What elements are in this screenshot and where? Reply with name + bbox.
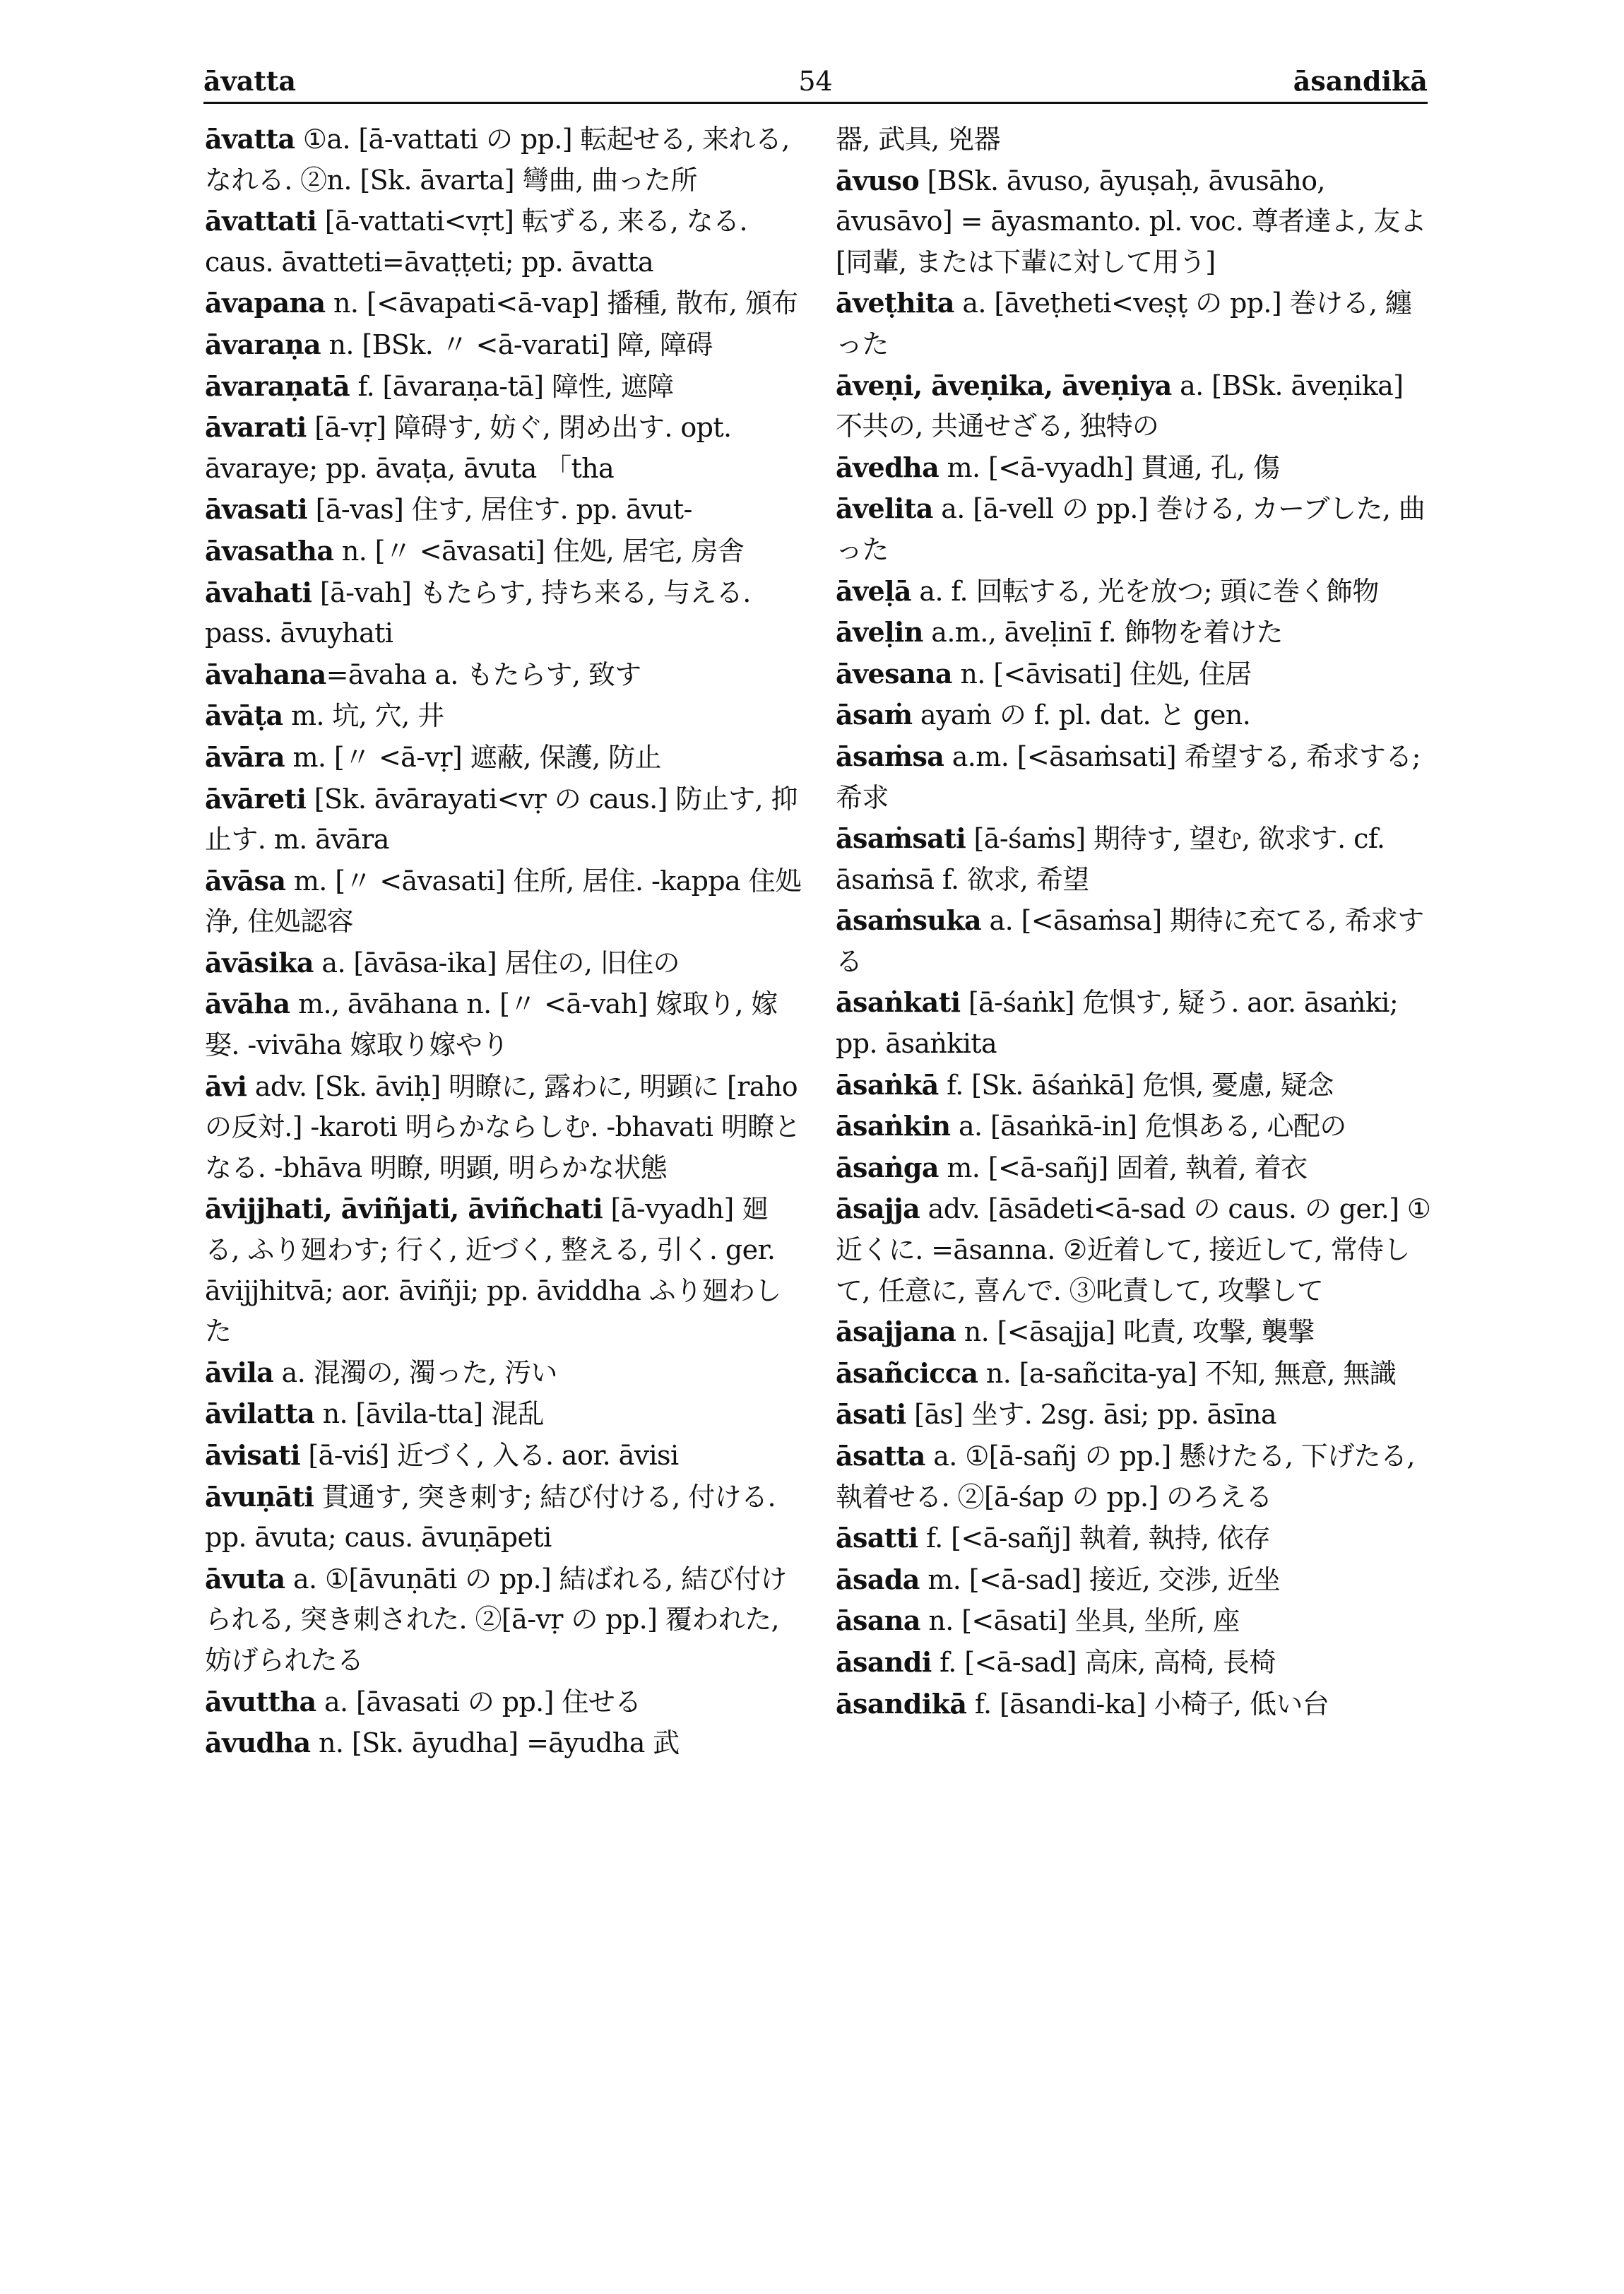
dictionary-entry bbox=[205, 1477, 802, 1559]
definition: [ā-vyadh] 廻る, ふり廻わす; 行く, 近づく, 整える, 引く. ger. āvijjhitvā; aor. āviñji; pp. āviddha ふり廻わした bbox=[205, 1193, 781, 1347]
headword: āsaṅkin bbox=[836, 1110, 951, 1142]
headword: āvāra bbox=[205, 740, 285, 773]
headword: āvaraṇa bbox=[205, 328, 321, 360]
headword: āveṇi, āveṇika, āveṇiya bbox=[836, 369, 1172, 401]
definition: a. [āvāsa-ika] 居住の, 旧住の bbox=[313, 947, 680, 979]
dictionary-entry bbox=[836, 1147, 1433, 1189]
headword: āvahana bbox=[205, 658, 326, 690]
headword: āsaṅkati bbox=[836, 986, 961, 1019]
definition: ayaṁ の f. pl. dat. と gen. bbox=[912, 699, 1251, 731]
definition: [ā-vṛ] 障碍す, 妨ぐ, 閉め出す. opt. āvaraye; pp. āvaṭa, āvuta 「tha bbox=[205, 412, 732, 484]
headword: āsaṅga bbox=[836, 1151, 939, 1183]
definition: [ā-śaṅk] 危惧す, 疑う. aor. āsaṅki; pp. āsaṅkita bbox=[836, 987, 1399, 1060]
dictionary-entry bbox=[205, 572, 802, 654]
headword: āvisati bbox=[205, 1439, 300, 1471]
dictionary-entry bbox=[205, 283, 802, 324]
dictionary-entry bbox=[836, 900, 1433, 982]
definition: [ā-vattati<vṛt] 転ずる, 来る, なる. caus. āvatteti=āvaṭṭeti; pp. āvatta bbox=[205, 206, 748, 278]
headword: āsañcicca bbox=[836, 1356, 978, 1389]
definition: f. [<ā-sañj] 執着, 執持, 依存 bbox=[918, 1523, 1270, 1554]
headword: āvuṇāti bbox=[205, 1480, 314, 1513]
headword: āsana bbox=[836, 1604, 920, 1637]
dictionary-entry bbox=[205, 1352, 802, 1394]
running-head-first-word: āvatta bbox=[203, 65, 297, 97]
definition: n. [āvila-tta] 混乱 bbox=[314, 1398, 544, 1430]
definition: a. [āsaṅkā-in] 危惧ある, 心配の bbox=[950, 1111, 1346, 1142]
definition: m. [〃 <āvasati] 住所, 居住. -kappa 住処浄, 住処認容 bbox=[205, 865, 802, 938]
dictionary-entry bbox=[836, 654, 1433, 695]
definition: adv. [Sk. āviḥ] 明瞭に, 露わに, 明顕に [raho の反対.] -karoti 明らかならしむ. -bhavati 明瞭となる. -bhāva 明瞭, 明顕, 明らかな状態 bbox=[205, 1070, 801, 1183]
definition: a.m., āveḷinī f. 飾物を着けた bbox=[923, 617, 1283, 649]
headword: āsada bbox=[836, 1563, 920, 1595]
definition: a. [āvasati の pp.] 住せる bbox=[316, 1686, 641, 1717]
headword: āvudha bbox=[205, 1727, 311, 1759]
headword: āvapana bbox=[205, 287, 326, 319]
dictionary-entry bbox=[836, 488, 1433, 570]
dictionary-entry bbox=[836, 1065, 1433, 1106]
dictionary-entry bbox=[205, 1559, 802, 1681]
definition: [ā-viś] 近づく, 入る. aor. āvisi bbox=[300, 1440, 679, 1471]
dictionary-entry bbox=[205, 1188, 802, 1352]
dictionary-entry bbox=[205, 489, 802, 531]
headword: āsandikā bbox=[836, 1687, 967, 1720]
definition: =āvaha a. もたらす, 致す bbox=[326, 658, 641, 690]
running-head bbox=[203, 64, 1428, 99]
definition: m. [<ā-vyadh] 貫通, 孔, 傷 bbox=[939, 451, 1280, 483]
dictionary-entry bbox=[205, 942, 802, 984]
dictionary-entry bbox=[836, 1518, 1433, 1559]
dictionary-entry bbox=[836, 1436, 1433, 1518]
dictionary-entry bbox=[205, 531, 802, 572]
definition: a. [āveṭheti<veṣṭ の pp.] 巻ける, 纏った bbox=[836, 288, 1412, 360]
dictionary-entry bbox=[205, 366, 802, 408]
headword: āsaṁsa bbox=[836, 740, 944, 772]
running-head-last-word: āsandikā bbox=[1293, 65, 1428, 97]
headword: āsati bbox=[836, 1398, 906, 1431]
headword: āveṭhita bbox=[836, 287, 954, 319]
dictionary-entry bbox=[836, 1311, 1433, 1353]
headword: āvuta bbox=[205, 1562, 285, 1595]
left-column bbox=[205, 119, 802, 1764]
definition: n. [〃 <āvasati] 住処, 居宅, 房舎 bbox=[333, 535, 745, 567]
definition: m. [<ā-sañj] 固着, 執着, 着衣 bbox=[938, 1152, 1308, 1183]
dictionary-entry bbox=[836, 1188, 1433, 1311]
dictionary-entry bbox=[205, 201, 802, 283]
dictionary-entry bbox=[836, 818, 1433, 900]
headword: āvuso bbox=[836, 164, 920, 196]
dictionary-entry bbox=[836, 365, 1433, 447]
dictionary-entry bbox=[836, 982, 1433, 1064]
page-number: 54 bbox=[798, 66, 833, 97]
headword: āvilatta bbox=[205, 1397, 315, 1430]
dictionary-entry bbox=[836, 283, 1433, 365]
definition: m. 坑, 穴, 井 bbox=[283, 700, 444, 732]
headword: āveḷā bbox=[836, 574, 911, 607]
dictionary-entry bbox=[205, 1066, 802, 1189]
headword: āvijjhati, āviñjati, āviñchati bbox=[205, 1193, 603, 1225]
definition: adv. [āsādeti<ā-sad の caus. の ger.] ①近くに. =āsanna. ②近着して, 接近して, 常侍して, 任意に, 喜んで. ③叱責して, 攻撃して bbox=[836, 1193, 1431, 1306]
definition: n. [<āvapati<ā-vap] 播種, 散布, 頒布 bbox=[325, 288, 798, 319]
dictionary-entry bbox=[836, 1353, 1433, 1395]
dictionary-entry bbox=[205, 324, 802, 366]
headword: āveḷin bbox=[836, 616, 923, 649]
headword: āvattati bbox=[205, 205, 317, 237]
header-rule bbox=[203, 102, 1428, 104]
headword: āvila bbox=[205, 1356, 274, 1388]
definition: a. 混濁の, 濁った, 汚い bbox=[273, 1356, 557, 1388]
headword: āvahati bbox=[205, 576, 312, 608]
headword: āvāsika bbox=[205, 946, 314, 979]
definition: [BSk. āvuso, āyuṣaḥ, āvusāho, āvusāvo] = āyasmanto. pl. voc. 尊者達よ, 友よ [同輩, または下輩に対して用う] bbox=[836, 165, 1427, 278]
dictionary-entry bbox=[205, 1393, 802, 1435]
definition: [ā-śaṁs] 期待す, 望む, 欲求す. cf. āsaṁsā f. 欲求, 希望 bbox=[836, 823, 1385, 895]
definition: f. [āvaraṇa-tā] 障性, 遮障 bbox=[350, 370, 674, 402]
headword: āsaṅkā bbox=[836, 1068, 939, 1101]
headword: āsaṁsuka bbox=[836, 904, 982, 937]
dictionary-entry bbox=[836, 119, 1433, 160]
headword: āvesana bbox=[836, 657, 952, 690]
definition: m. [〃 <ā-vṛ] 遮蔽, 保護, 防止 bbox=[284, 741, 661, 773]
headword: āvāṭa bbox=[205, 699, 283, 732]
definition: a.m. [<āsaṁsati] 希望する, 希求する; 希求 bbox=[836, 740, 1421, 813]
headword: āvuttha bbox=[205, 1685, 316, 1717]
headword: āvaraṇatā bbox=[205, 369, 350, 402]
definition: a. f. 回転する, 光を放つ; 頭に巻く飾物 bbox=[911, 575, 1379, 607]
headword: āsatti bbox=[836, 1522, 918, 1554]
definition: a. [BSk. āveṇika] 不共の, 共通せざる, 独特の bbox=[836, 369, 1404, 442]
dictionary-entry bbox=[836, 1600, 1433, 1642]
headword: āvāha bbox=[205, 988, 290, 1020]
right-column bbox=[836, 119, 1433, 1725]
dictionary-entry bbox=[205, 1435, 802, 1477]
dictionary-entry bbox=[205, 779, 802, 861]
dictionary-entry bbox=[836, 1684, 1433, 1725]
definition: n. [Sk. āyudha] =āyudha 武 bbox=[310, 1727, 680, 1759]
dictionary-entry bbox=[205, 861, 802, 942]
dictionary-entry bbox=[205, 737, 802, 779]
definition: a. [<āsaṁsa] 期待に充てる, 希求する bbox=[836, 905, 1424, 977]
dictionary-entry bbox=[836, 1106, 1433, 1147]
headword: āvasatha bbox=[205, 534, 334, 567]
definition: [ā-vas] 住す, 居住す. pp. āvut- bbox=[307, 494, 692, 526]
dictionary-entry bbox=[836, 736, 1433, 818]
definition: a. [ā-vell の pp.] 巻ける, カーブした, 曲った bbox=[836, 493, 1426, 565]
dictionary-entry bbox=[836, 447, 1433, 489]
dictionary-entry bbox=[836, 571, 1433, 613]
definition: f. [<ā-sad] 高床, 高椅, 長椅 bbox=[931, 1646, 1276, 1678]
headword: āsajjana bbox=[836, 1315, 956, 1348]
definition: [ās] 坐す. 2sg. āsi; pp. āsīna bbox=[906, 1399, 1276, 1431]
dictionary-entry bbox=[836, 1394, 1433, 1436]
headword: āsaṁ bbox=[836, 699, 913, 731]
definition: f. [āsandi-ka] 小椅子, 低い台 bbox=[966, 1688, 1329, 1720]
headword: āvasati bbox=[205, 493, 308, 526]
headword: āvatta bbox=[205, 123, 295, 155]
definition: n. [a-sañcita-ya] 不知, 無意, 無識 bbox=[978, 1357, 1397, 1389]
definition: n. [<āsajja] 叱責, 攻撃, 襲撃 bbox=[956, 1316, 1315, 1348]
dictionary-entry bbox=[205, 119, 802, 201]
headword: āvāsa bbox=[205, 864, 286, 897]
dictionary-entry bbox=[205, 983, 802, 1065]
headword: āvāreti bbox=[205, 782, 307, 815]
dictionary-entry bbox=[836, 612, 1433, 654]
dictionary-entry bbox=[205, 1722, 802, 1764]
dictionary-entry bbox=[205, 695, 802, 737]
definition: a. ①[āvuṇāti の pp.] 結ばれる, 結び付けられる, 突き刺された. ②[ā-vṛ の pp.] 覆われた, 妨げられたる bbox=[205, 1563, 787, 1676]
headword: āvedha bbox=[836, 451, 940, 483]
definition: n. [BSk. 〃 <ā-varati] 障, 障碍 bbox=[321, 329, 713, 360]
headword: āsaṁsati bbox=[836, 822, 966, 855]
definition: n. [<āvisati] 住処, 住居 bbox=[952, 658, 1252, 690]
headword: āsandi bbox=[836, 1645, 932, 1678]
definition: m. [<ā-sad] 接近, 交渉, 近坐 bbox=[919, 1563, 1281, 1595]
dictionary-entry bbox=[205, 654, 802, 696]
definition: a. ①[ā-sañj の pp.] 懸けたる, 下げたる, 執着せる. ②[ā-śap の pp.] のろえる bbox=[836, 1441, 1415, 1513]
definition: m., āvāhana n. [〃 <ā-vah] 嫁取り, 嫁娶. -vivāha 嫁取り嫁やり bbox=[205, 988, 778, 1061]
dictionary-entry bbox=[836, 1642, 1433, 1684]
definition: 器, 武具, 兇器 bbox=[836, 124, 1000, 155]
definition: [ā-vah] もたらす, 持ち来る, 与える. pass. āvuyhati bbox=[205, 577, 751, 649]
definition: ①a. [ā-vattati の pp.] 転起せる, 来れる, なれる. ②n. [Sk. āvarta] 彎曲, 曲った所 bbox=[205, 124, 790, 196]
definition: [Sk. āvārayati<vṛ の caus.] 防止す, 抑止す. m. āvāra bbox=[205, 783, 798, 856]
headword: āvi bbox=[205, 1070, 247, 1102]
dictionary-entry bbox=[205, 1681, 802, 1723]
dictionary-entry bbox=[205, 407, 802, 489]
definition: 貫通す, 突き刺す; 結び付ける, 付ける. pp. āvuta; caus. āvuṇāpeti bbox=[205, 1481, 776, 1554]
definition: f. [Sk. āśaṅkā] 危惧, 憂慮, 疑念 bbox=[938, 1069, 1334, 1101]
dictionary-entry bbox=[836, 694, 1433, 736]
headword: āsatta bbox=[836, 1440, 925, 1472]
headword: āsajja bbox=[836, 1193, 920, 1225]
headword: āvarati bbox=[205, 411, 307, 444]
dictionary-entry bbox=[836, 160, 1433, 283]
headword: āvelita bbox=[836, 492, 933, 525]
definition: n. [<āsati] 坐具, 坐所, 座 bbox=[920, 1605, 1240, 1637]
dictionary-entry bbox=[836, 1559, 1433, 1601]
